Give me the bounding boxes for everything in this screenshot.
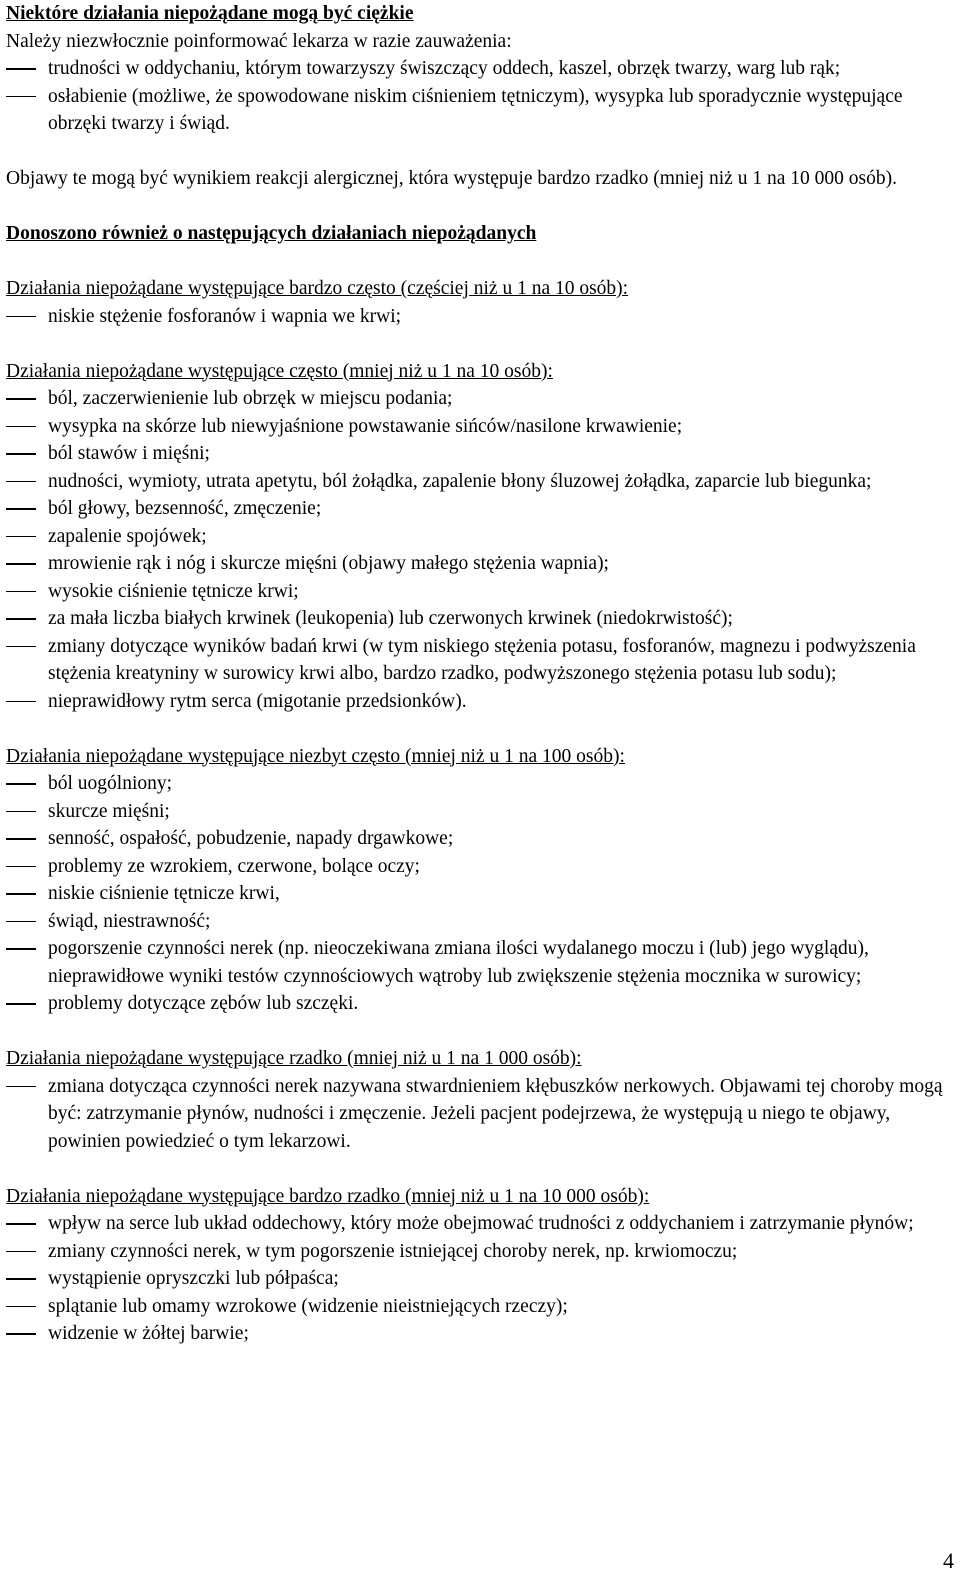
common-list <box>6 385 946 715</box>
list-item: trudności w oddychaniu, którym towarzyszy świszczący oddech, kaszel, obrzęk twarzy, warg lub rąk; <box>6 55 946 83</box>
list-item: widzenie w żółtej barwie; <box>6 1320 946 1348</box>
list-item: wysokie ciśnienie tętnicze krwi; <box>6 578 946 606</box>
list-item: wystąpienie opryszczki lub półpaśca; <box>6 1265 946 1293</box>
very-common-list <box>6 303 946 331</box>
list-item: problemy dotyczące zębów lub szczęki. <box>6 990 946 1018</box>
list-item: za mała liczba białych krwinek (leukopenia) lub czerwonych krwinek (niedokrwistość); <box>6 605 946 633</box>
uncommon-list <box>6 770 946 1018</box>
list-item: osłabienie (możliwe, że spowodowane niskim ciśnieniem tętniczym), wysypka lub sporadycznie występujące obrzęki twarzy i świąd. <box>6 83 946 138</box>
list-item: świąd, niestrawność; <box>6 908 946 936</box>
page-number: 4 <box>943 1548 954 1573</box>
list-item: wpływ na serce lub układ oddechowy, który może obejmować trudności z oddychaniem i zatrzymanie płynów; <box>6 1210 946 1238</box>
list-item: zmiany czynności nerek, w tym pogorszenie istniejącej choroby nerek, np. krwiomoczu; <box>6 1238 946 1266</box>
list-item: nudności, wymioty, utrata apetytu, ból żołądka, zapalenie błony śluzowej żołądka, zaparcie lub biegunka; <box>6 468 946 496</box>
list-item: senność, ospałość, pobudzenie, napady drgawkowe; <box>6 825 946 853</box>
list-item: problemy ze wzrokiem, czerwone, bolące oczy; <box>6 853 946 881</box>
section-heading-common: Działania niepożądane występujące często (mniej niż u 1 na 10 osób): <box>6 360 553 382</box>
list-item: mrowienie rąk i nóg i skurcze mięśni (objawy małego stężenia wapnia); <box>6 550 946 578</box>
list-item: ból uogólniony; <box>6 770 946 798</box>
serious-effects-list <box>6 55 946 138</box>
list-item: ból, zaczerwienienie lub obrzęk w miejscu podania; <box>6 385 946 413</box>
section-heading-uncommon: Działania niepożądane występujące niezbyt często (mniej niż u 1 na 100 osób): <box>6 745 625 767</box>
list-item: niskie ciśnienie tętnicze krwi, <box>6 880 946 908</box>
section-heading-rare: Działania niepożądane występujące rzadko (mniej niż u 1 na 1 000 osób): <box>6 1048 582 1069</box>
list-item: zmiany dotyczące wyników badań krwi (w tym niskiego stężenia potasu, fosforanów, magnezu i podwyższenia stężenia kreatyniny w surowicy krwi albo, bardzo rzadko, podwyższonego stężenia potasu lub sodu); <box>6 633 946 688</box>
rare-list <box>6 1073 946 1156</box>
list-item: nieprawidłowy rytm serca (migotanie przedsionków). <box>6 688 946 716</box>
section-heading-very-rare: Działania niepożądane występujące bardzo rzadko (mniej niż u 1 na 10 000 osób): <box>6 1185 650 1207</box>
allergy-note: Objawy te mogą być wynikiem reakcji alergicznej, która występuje bardzo rzadko (mniej niż u 1 na 10 000 osób). <box>6 168 897 189</box>
list-item: wysypka na skórze lub niewyjaśnione powstawanie sińców/nasilone krwawienie; <box>6 413 946 441</box>
also-reported-heading: Donoszono również o następujących działaniach niepożądanych <box>6 223 537 244</box>
serious-effects-lead: Należy niezwłocznie poinformować lekarza w razie zauważenia: <box>6 30 512 52</box>
section-heading-very-common: Działania niepożądane występujące bardzo często (częściej niż u 1 na 10 osób): <box>6 278 629 299</box>
list-item: skurcze mięśni; <box>6 798 946 826</box>
serious-effects-heading: Niektóre działania niepożądane mogą być ciężkie <box>6 3 414 24</box>
list-item: ból głowy, bezsenność, zmęczenie; <box>6 495 946 523</box>
list-item: pogorszenie czynności nerek (np. nieoczekiwana zmiana ilości wydalanego moczu i (lub) jego wyglądu), nieprawidłowe wyniki testów czynnościowych wątroby lub zwiększenie stężenia mocznika w surowicy; <box>6 935 946 990</box>
list-item: ból stawów i mięśni; <box>6 440 946 468</box>
list-item: zapalenie spojówek; <box>6 523 946 551</box>
very-rare-list <box>6 1210 946 1348</box>
list-item: splątanie lub omamy wzrokowe (widzenie nieistniejących rzeczy); <box>6 1293 946 1321</box>
list-item: zmiana dotycząca czynności nerek nazywana stwardnieniem kłębuszków nerkowych. Objawami tej choroby mogą być: zatrzymanie płynów, nudności i zmęczenie. Jeżeli pacjent podejrzewa, że występują u niego te objawy, powinien powiedzieć o tym lekarzowi. <box>6 1073 946 1156</box>
list-item: niskie stężenie fosforanów i wapnia we krwi; <box>6 303 946 331</box>
